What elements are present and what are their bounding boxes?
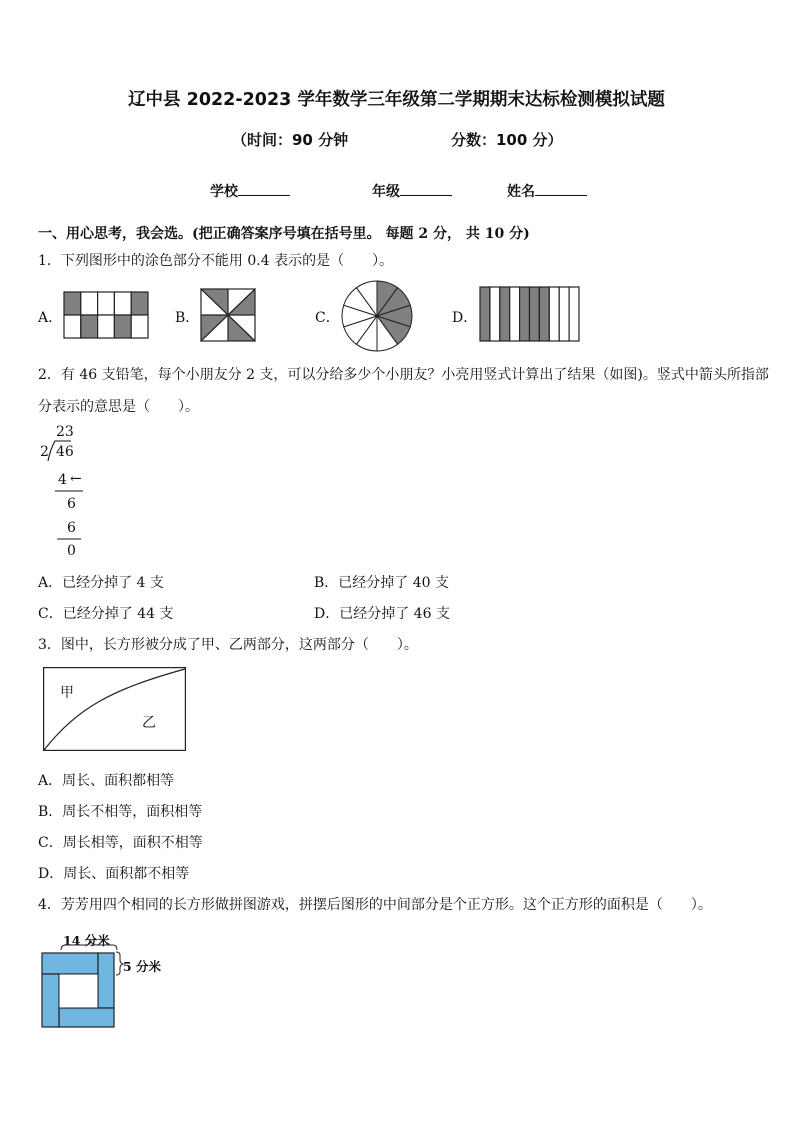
q2-option-b: B．已经分掉了 40 支 — [314, 575, 450, 591]
division-quotient: 23 — [56, 424, 74, 440]
label-5-dm: 5 分米 — [123, 959, 162, 974]
division-step3: 6 — [67, 520, 76, 536]
grade-label: 年级 — [372, 184, 400, 200]
q1-figure-a — [64, 292, 148, 338]
q3-stem: 3．图中，长方形被分成了甲、乙两部分，这两部分（ ）。 — [38, 637, 418, 653]
school-label: 学校 — [210, 184, 238, 200]
q1-option-c-label: C． — [315, 310, 340, 326]
division-step2: 6 — [67, 496, 76, 512]
q2-option-a: A．已经分掉了 4 支 — [38, 575, 164, 591]
label-jia: 甲 — [60, 685, 74, 701]
arrow-left-icon: ← — [70, 471, 82, 487]
q1-figure-d — [480, 287, 579, 341]
division-step1: 4 — [58, 472, 67, 488]
division-line-1 — [55, 490, 83, 492]
grade-blank — [400, 181, 452, 196]
q3-rectangle-figure — [43, 667, 186, 751]
name-label: 姓名 — [507, 184, 535, 200]
q1-option-b-label: B． — [175, 310, 200, 326]
page-title: 辽中县 2022-2023 学年数学三年级第二学期期末达标检测模拟试题 — [128, 90, 665, 110]
label-14-dm: 14 分米 — [63, 933, 110, 948]
q3-option-c: C．周长相等，面积不相等 — [38, 835, 203, 851]
section1-heading: 一、用心思考，我会选。(把正确答案序号填在括号里。 每题 2 分， 共 10 分) — [38, 226, 530, 242]
q1-stem: 1．下列图形中的涂色部分不能用 0.4 表示的是（ ）。 — [38, 253, 394, 269]
division-line-2 — [57, 538, 81, 540]
division-divisor: 2 — [40, 444, 49, 460]
q2-option-c: C．已经分掉了 44 支 — [38, 606, 174, 622]
division-remainder: 0 — [67, 543, 76, 559]
name-blank — [535, 181, 587, 196]
q2-stem-line1: 2．有 46 支铅笔，每个小朋友分 2 支，可以分给多少个小朋友？小亮用竖式计算出了结果（如图)。竖式中箭头所指部 — [38, 367, 769, 383]
division-dividend: 46 — [56, 444, 74, 460]
q3-option-d: D．周长、面积都不相等 — [38, 866, 190, 882]
q2-stem-line2: 分表示的意思是（ ）。 — [38, 399, 199, 415]
q3-option-a: A．周长、面积都相等 — [38, 773, 175, 789]
q3-option-b: B．周长不相等，面积相等 — [38, 804, 203, 820]
school-blank — [238, 181, 290, 196]
name-field — [507, 181, 587, 201]
q1-figure-b — [201, 289, 255, 341]
school-field — [210, 181, 290, 201]
q4-stem: 4．芳芳用四个相同的长方形做拼图游戏，拼摆后图形的中间部分是个正方形。这个正方形的面积是（ ）。 — [38, 897, 712, 913]
q1-option-d-label: D． — [452, 310, 478, 326]
label-yi: 乙 — [142, 715, 156, 731]
q2-option-d: D．已经分掉了 46 支 — [314, 606, 450, 622]
grade-field — [372, 181, 452, 201]
q1-figure-c — [341, 280, 413, 352]
q4-pinwheel-figure — [40, 944, 124, 1028]
score-label: 分数：100 分） — [451, 131, 563, 149]
time-label: （时间：90 分钟 — [232, 131, 349, 149]
q1-option-a-label: A． — [38, 310, 63, 326]
